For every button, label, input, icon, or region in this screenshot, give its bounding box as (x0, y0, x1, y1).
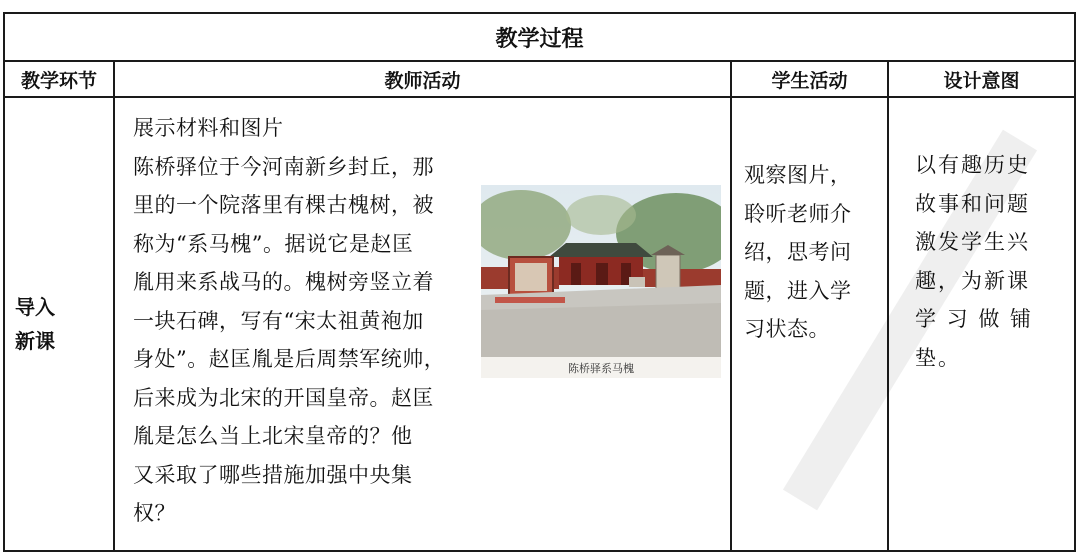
photo-caption: 陈桥驿系马槐 (568, 362, 634, 375)
student-activity-text (732, 98, 887, 349)
teacher-line: 里的一个院落里有棵古槐树，被 (133, 193, 434, 217)
design-intent-cell (888, 97, 1075, 551)
student-line: 题，进入学 (744, 278, 852, 303)
table-row (4, 97, 1075, 551)
teacher-line: 身处”。赵匡胤是后周禁军统帅， (133, 347, 446, 371)
student-line: 习状态。 (744, 317, 830, 341)
teacher-activity-text (133, 109, 478, 533)
design-intent-text (889, 98, 1074, 377)
step-label-line: 导入 (15, 295, 55, 319)
teacher-line: 又采取了哪些措施加强中央集 (133, 462, 413, 487)
design-line: 趣，为新课 (915, 268, 1030, 293)
table-header-row (4, 61, 1075, 97)
design-line: 故事和问题 (915, 191, 1030, 216)
teacher-line: 权？ (133, 501, 176, 525)
student-line: 绍，思考问 (744, 240, 852, 264)
teaching-process-table (3, 12, 1076, 552)
chenqiao-courtyard-photo (481, 185, 721, 378)
design-line: 学 习 做 铺 (915, 307, 1034, 331)
teacher-line: 称为“系马槐”。据说它是赵匡 (133, 231, 414, 256)
student-activity-cell (731, 97, 888, 551)
table-title-row (4, 13, 1075, 61)
design-line: 以有趣历史 (915, 153, 1030, 177)
teacher-line: 一块石碑，写有“宋太祖黄袍加 (133, 308, 424, 333)
teacher-line: 后来成为北宋的开国皇帝。赵匡 (133, 385, 434, 410)
teacher-line: 展示材料和图片 (133, 116, 284, 140)
header-teacher: 教师活动 (114, 61, 731, 97)
student-line: 观察图片， (744, 163, 852, 187)
student-line: 聆听老师介 (744, 201, 852, 226)
teacher-line: 胤是怎么当上北宋皇帝的？他 (133, 424, 413, 448)
header-step: 教学环节 (4, 61, 114, 97)
header-design: 设计意图 (888, 61, 1075, 97)
step-label-line: 新课 (15, 329, 55, 353)
header-student: 学生活动 (731, 61, 888, 97)
teacher-line: 胤用来系战马的。槐树旁竖立着 (133, 270, 434, 294)
teacher-line: 陈桥驿位于今河南新乡封丘，那 (133, 154, 434, 179)
teacher-activity-cell (114, 97, 731, 551)
step-cell (4, 97, 114, 551)
design-line: 激发学生兴 (915, 230, 1030, 254)
table-title: 教学过程 (4, 13, 1075, 61)
design-line: 垫。 (915, 345, 961, 370)
